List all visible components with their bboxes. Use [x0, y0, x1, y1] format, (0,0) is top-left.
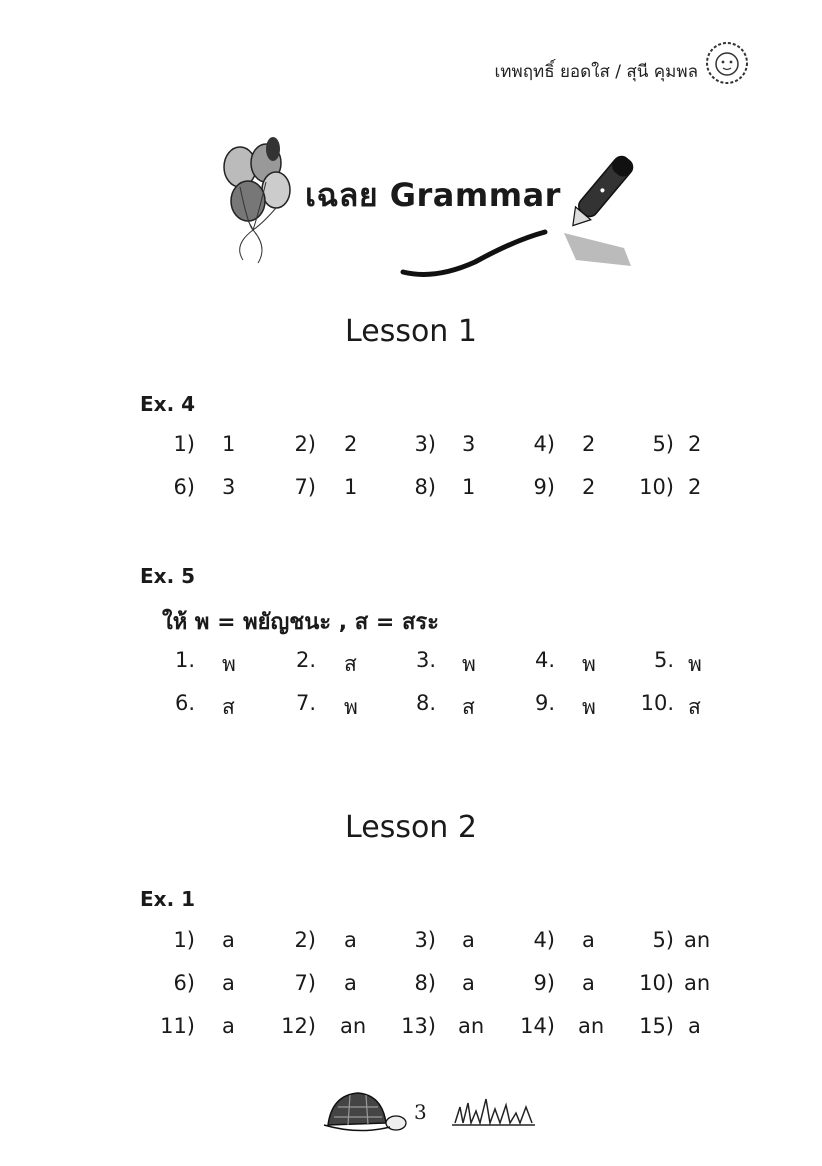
- answer-number: 6.: [174, 691, 195, 715]
- answer-number: 5): [652, 432, 674, 456]
- answer-value: ส: [688, 695, 701, 719]
- answer-value: 1: [222, 432, 236, 456]
- answer-value: พ: [344, 695, 358, 719]
- answer-value: a: [222, 928, 235, 952]
- lesson-1-title: Lesson 1: [345, 314, 477, 349]
- pen-icon: [556, 148, 638, 268]
- answer-value: an: [578, 1014, 605, 1038]
- balloons-icon: [218, 135, 300, 265]
- answer-value: a: [344, 928, 357, 952]
- answer-value: an: [340, 1014, 367, 1038]
- answer-value: a: [582, 928, 595, 952]
- answer-number: 2): [294, 432, 316, 456]
- turtle-icon: [324, 1093, 406, 1131]
- answer-value: พ: [582, 652, 596, 676]
- answer-number: 12): [281, 1014, 316, 1038]
- answer-number: 1.: [174, 648, 195, 672]
- answer-value: 2: [688, 475, 702, 499]
- ex-5-label: Ex. 5: [140, 564, 196, 588]
- answer-number: 4.: [534, 648, 555, 672]
- answer-number: 1): [173, 928, 195, 952]
- banner-title: เฉลย Grammar: [305, 176, 561, 214]
- answer-number: 9): [533, 971, 555, 995]
- answer-number: 5): [652, 928, 674, 952]
- lion-icon: [704, 40, 750, 86]
- ex-4-label: Ex. 4: [140, 392, 196, 416]
- answer-value: an: [684, 971, 711, 995]
- answer-number: 2.: [295, 648, 316, 672]
- answer-number: 9.: [534, 691, 555, 715]
- answer-value: 3: [222, 475, 236, 499]
- answer-number: 5.: [653, 648, 674, 672]
- answer-number: 6): [173, 475, 195, 499]
- answer-value: a: [222, 971, 235, 995]
- answer-value: 2: [582, 432, 596, 456]
- answer-number: 8): [414, 971, 436, 995]
- answer-row: [0, 691, 822, 721]
- answer-value: ส: [222, 695, 235, 719]
- answer-value: ส: [462, 695, 475, 719]
- answer-value: 2: [582, 475, 596, 499]
- answer-value: พ: [462, 652, 476, 676]
- answer-row: [0, 1014, 822, 1044]
- answer-value: a: [222, 1014, 235, 1038]
- answer-number: 9): [533, 475, 555, 499]
- answer-number: 4): [533, 928, 555, 952]
- answer-number: 10.: [640, 691, 674, 715]
- answer-value: a: [688, 1014, 701, 1038]
- answer-value: 1: [344, 475, 358, 499]
- answer-number: 11): [160, 1014, 195, 1038]
- answer-value: a: [344, 971, 357, 995]
- answer-value: พ: [222, 652, 236, 676]
- answer-number: 7): [294, 475, 316, 499]
- answer-row: [0, 648, 822, 678]
- answer-value: 1: [462, 475, 476, 499]
- answer-row: [0, 971, 822, 1001]
- answer-number: 6): [173, 971, 195, 995]
- answer-value: พ: [688, 652, 702, 676]
- answer-value: 2: [688, 432, 702, 456]
- page-number: 3: [414, 1100, 427, 1124]
- grass-icon: [452, 1099, 535, 1125]
- answer-number: 3): [414, 928, 436, 952]
- answer-value: 3: [462, 432, 476, 456]
- answer-value: an: [684, 928, 711, 952]
- answer-value: 2: [344, 432, 358, 456]
- header-authors: เทพฤทธิ์ ยอดใส / สุนี คุมพล: [494, 62, 698, 82]
- answer-row: [0, 432, 822, 462]
- answer-row: [0, 475, 822, 505]
- answer-value: ส: [344, 652, 357, 676]
- footer-decoration: [320, 1085, 550, 1137]
- answer-number: 7.: [295, 691, 316, 715]
- answer-row: [0, 928, 822, 958]
- answer-value: พ: [582, 695, 596, 719]
- answer-number: 10): [639, 971, 674, 995]
- answer-number: 7): [294, 971, 316, 995]
- answer-number: 3): [414, 432, 436, 456]
- answer-number: 1): [173, 432, 195, 456]
- answer-number: 8): [414, 475, 436, 499]
- answer-number: 8.: [415, 691, 436, 715]
- answer-number: 13): [401, 1014, 436, 1038]
- answer-number: 4): [533, 432, 555, 456]
- ex-5-note: ให้ พ = พยัญชนะ , ส = สระ: [162, 610, 439, 635]
- answer-number: 10): [639, 475, 674, 499]
- answer-number: 2): [294, 928, 316, 952]
- answer-number: 3.: [415, 648, 436, 672]
- swoosh-decoration: [395, 222, 555, 282]
- answer-value: a: [582, 971, 595, 995]
- answer-value: an: [458, 1014, 485, 1038]
- answer-number: 15): [639, 1014, 674, 1038]
- answer-value: a: [462, 971, 475, 995]
- ex-1-label: Ex. 1: [140, 887, 196, 911]
- answer-value: a: [462, 928, 475, 952]
- answer-number: 14): [520, 1014, 555, 1038]
- lesson-2-title: Lesson 2: [345, 810, 477, 845]
